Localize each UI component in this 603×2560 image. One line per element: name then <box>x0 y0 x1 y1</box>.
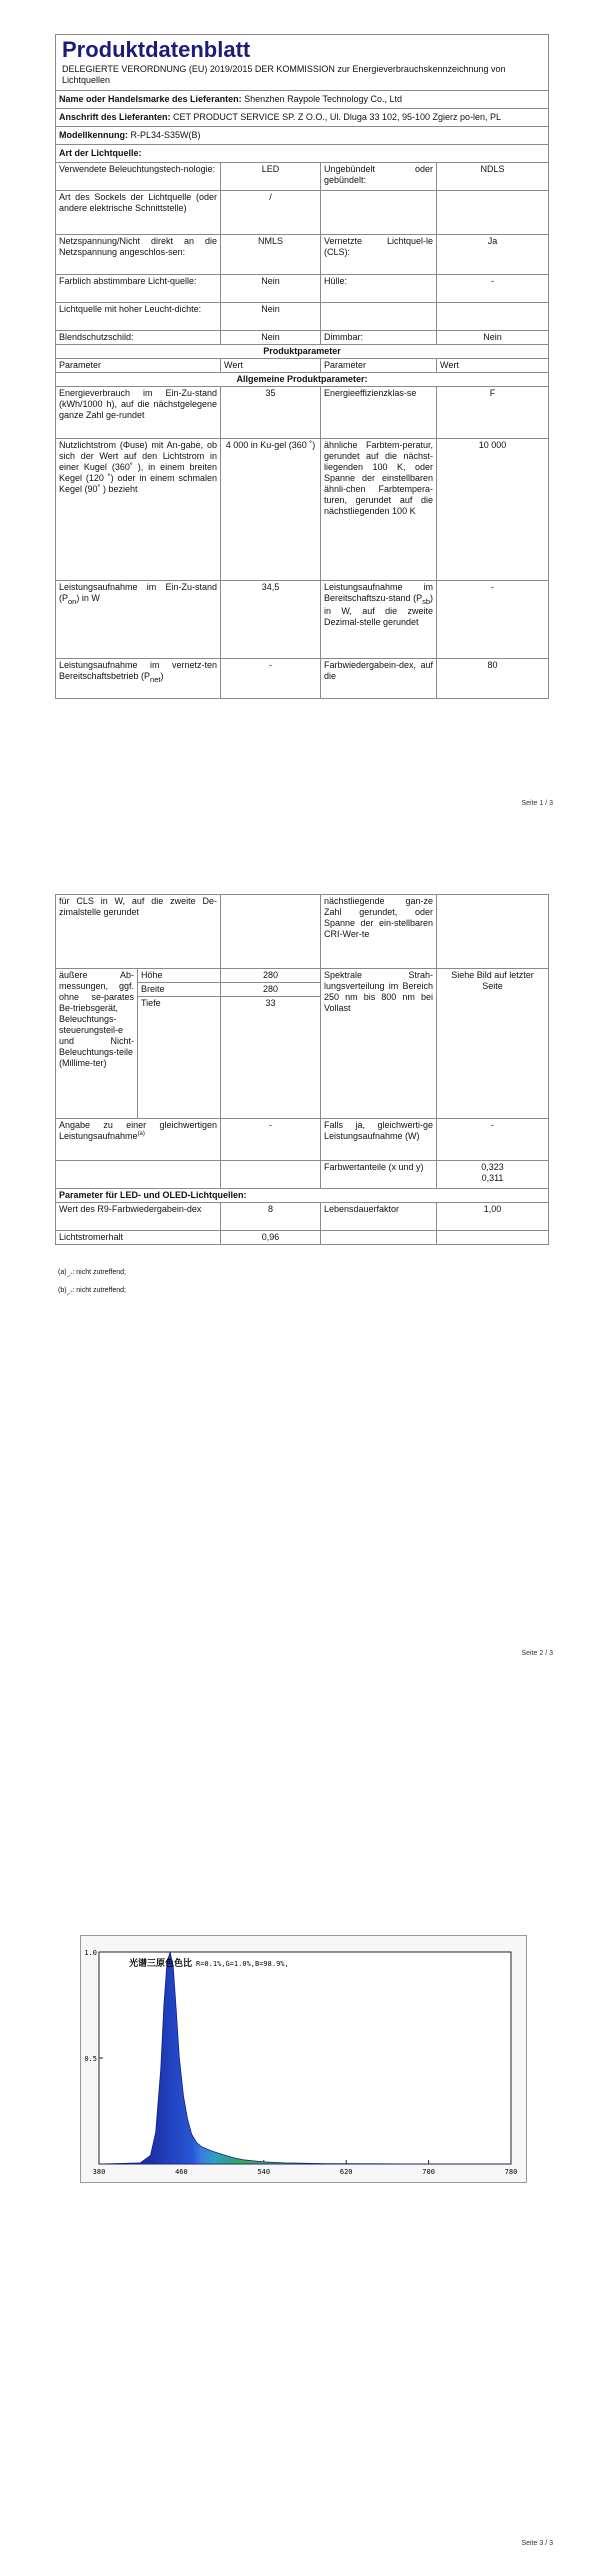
chroma-x: 0,323 <box>481 1162 504 1172</box>
dimmable-value: Nein <box>437 331 549 345</box>
dim-width-value: 280 <box>221 983 321 997</box>
cri-value: 80 <box>437 658 549 698</box>
spectrum-chart-frame <box>80 1935 527 2183</box>
p-sb-label <box>321 580 437 658</box>
supplier-value: Shenzhen Raypole Technology Co., Ltd <box>244 94 403 105</box>
p-net-label <box>56 658 221 698</box>
cri-label-part2: nächstliegende gan-ze Zahl gerundet, oder Spanne der ein-stellbaren CRI-Wer-te <box>321 895 437 969</box>
light-source-type-heading: Art der Lichtquelle: <box>56 145 549 163</box>
spectrum-value: Siehe Bild auf letzter Seite <box>437 969 549 1119</box>
page-1 <box>0 0 603 807</box>
tech-value: LED <box>221 163 321 191</box>
equiv-sup: (a) <box>137 1130 145 1137</box>
y-tick-label: 0.5 <box>84 2055 97 2063</box>
p-net-value: - <box>221 658 321 698</box>
dimmable-label: Dimmbar: <box>321 331 437 345</box>
regulation-text: DELEGIERTE VERORDNUNG (EU) 2019/2015 DER KOMMISSION zur Energieverbrauchskennzeichnung von Lichtquellen <box>62 64 506 86</box>
col-parameter-header: Parameter <box>321 358 437 372</box>
energy-value: 35 <box>221 386 321 438</box>
x-tick-label: 620 <box>339 2168 353 2176</box>
glare-label: Blendschutzschild: <box>56 331 221 345</box>
p-sb-sub: sb <box>422 596 430 606</box>
mains-value: NMLS <box>221 235 321 275</box>
p-on-sub: on <box>68 596 77 606</box>
empty-cell <box>321 303 437 331</box>
chart-ratio: R=0.1%,G=1.0%,B=98.9%, <box>196 1960 289 1968</box>
dim-depth-value: 33 <box>221 997 321 1119</box>
energy-label: Energieverbrauch im Ein-Zu-stand (kWh/1000 h), auf die nächstgelegene ganze Zahl ge-rundet <box>56 386 221 438</box>
datasheet-table-page-1 <box>55 34 549 699</box>
product-params-heading: Produktparameter <box>56 344 549 358</box>
model-label: Modellkennung: <box>59 130 128 141</box>
p-net-label-cont: für CLS in W, auf die zweite De-zimalstelle gerundet <box>56 895 221 969</box>
empty-cell <box>437 303 549 331</box>
empty-cell <box>437 895 549 969</box>
datasheet-table-page-2 <box>55 894 549 1245</box>
page-3 <box>0 1760 603 2560</box>
supplier-row <box>56 91 549 109</box>
col-wert-header: Wert <box>221 358 321 372</box>
chroma-y: 0,311 <box>481 1172 504 1183</box>
chart-caption: 光谱三原色色比 <box>129 1959 193 1969</box>
empty-cell <box>321 191 437 235</box>
p-on-value: 34,5 <box>221 580 321 658</box>
dim-depth-label: Tiefe <box>138 997 221 1119</box>
eclass-label: Energieeffizienzklas-se <box>321 386 437 438</box>
cri-label-part1: Farbwiedergabein-dex, auf die <box>321 658 437 698</box>
x-tick-label: 380 <box>92 2168 106 2176</box>
socket-value: / <box>221 191 321 235</box>
footnote-b-mark: (b) <box>58 1287 67 1294</box>
equiv2-label: Falls ja, gleichwerti-ge Leistungsaufnahme (W) <box>321 1119 437 1161</box>
footnote-a-mark: (a) <box>58 1269 67 1276</box>
spectrum-chart <box>81 1936 528 2184</box>
empty-cell <box>321 1230 437 1244</box>
p-on-label-post: ) in W <box>76 592 100 603</box>
tunable-value: Nein <box>221 275 321 303</box>
page-1-table-clip <box>0 0 603 794</box>
flux-label: Nutzlichtstrom (Φuse) mit An-gabe, ob sich der Wert auf den Lichtstrom in einer Kugel (360˚ ), in einem breiten Kegel (120 ˚) oder in einem schmalen Kegel (90˚ ) bezieht <box>56 438 221 580</box>
equiv-value: - <box>221 1119 321 1161</box>
x-tick-label: 540 <box>257 2168 271 2176</box>
general-params-heading: Allgemeine Produktparameter: <box>56 372 549 386</box>
page-number: Seite 3 / 3 <box>521 2540 553 2547</box>
p-sb-label-post: ) in W, auf die zweite Dezimal-stelle gerundet <box>324 592 433 627</box>
footnote-b-sub: „-“ <box>66 1290 73 1297</box>
flux-value: 4 000 in Ku-gel (360 ˚) <box>221 438 321 580</box>
dim-width-label: Breite <box>138 983 221 997</box>
footnote-a-sub: „-“ <box>66 1272 73 1279</box>
address-row <box>56 109 549 127</box>
x-tick-label: 780 <box>504 2168 518 2176</box>
model-row <box>56 127 549 145</box>
footnote-b <box>58 1287 126 1298</box>
chroma-label: Farbwertanteile (x und y) <box>321 1161 437 1189</box>
tunable-label: Farblich abstimmbare Licht-quelle: <box>56 275 221 303</box>
eclass-value: F <box>437 386 549 438</box>
address-value: CET PRODUCT SERVICE SP. Z O.O., Ul. Dluga 33 102, 95-100 Zgierz po-len, PL <box>173 112 502 123</box>
page-number: Seite 1 / 3 <box>521 800 553 807</box>
title-cell <box>56 35 549 91</box>
high-lum-value: Nein <box>221 303 321 331</box>
model-value: R-PL34-S35W(B) <box>130 130 201 141</box>
p-on-label <box>56 580 221 658</box>
page-number: Seite 2 / 3 <box>521 1650 553 1657</box>
empty-cell <box>221 895 321 969</box>
dim-height-value: 280 <box>221 969 321 983</box>
tech-label: Verwendete Beleuchtungstech-nologie: <box>56 163 221 191</box>
p-net-sub: net <box>150 674 161 684</box>
life-value: 1,00 <box>437 1202 549 1230</box>
r9-label: Wert des R9-Farbwiedergabein-dex <box>56 1202 221 1230</box>
y-tick-label: 1.0 <box>84 1949 97 1957</box>
life-label: Lebensdauerfaktor <box>321 1202 437 1230</box>
empty-cell <box>221 1161 321 1189</box>
lumen-label: Lichtstromerhalt <box>56 1230 221 1244</box>
footnote-a <box>58 1269 126 1280</box>
p-sb-label-pre: Leistungsaufnahme im Bereitschaftszu-stand (P <box>324 581 433 603</box>
glare-value: Nein <box>221 331 321 345</box>
p-on-label-pre: Leistungsaufnahme im Ein-Zu-stand (P <box>59 581 217 603</box>
connected-value: Ja <box>437 235 549 275</box>
bundled-label: Ungebündelt oder gebündelt: <box>321 163 437 191</box>
chroma-value <box>437 1161 549 1189</box>
dims-label: äußere Ab-messungen, ggf. ohne se-parates Be-triebsgerät, Beleuchtungs-steuerungsteil-e und Nicht-Beleuchtungs-teile (Millime-ter) <box>56 969 138 1119</box>
col-wert-header: Wert <box>437 358 549 372</box>
document-title: Produktdatenblatt <box>62 37 251 62</box>
empty-cell <box>437 191 549 235</box>
dim-height-label: Höhe <box>138 969 221 983</box>
footnote-a-text: : nicht zutreffend; <box>72 1269 126 1276</box>
mains-label: Netzspannung/Nicht direkt an die Netzspannung angeschlos-sen: <box>56 235 221 275</box>
equiv2-value: - <box>437 1119 549 1161</box>
connected-label: Vernetzte Lichtquel-le (CLS): <box>321 235 437 275</box>
equiv-label-text: Angabe zu einer gleichwertigen Leistungsaufnahme <box>59 1120 217 1141</box>
socket-label: Art des Sockels der Lichtquelle (oder andere elektrische Schnittstelle) <box>56 191 221 235</box>
high-lum-label: Lichtquelle mit hoher Leucht-dichte: <box>56 303 221 331</box>
page-2 <box>0 880 603 1700</box>
empty-cell <box>56 1161 221 1189</box>
p-net-label-post: ) <box>160 670 164 681</box>
empty-cell <box>437 1230 549 1244</box>
p-sb-value: - <box>437 580 549 658</box>
address-label: Anschrift des Lieferanten: <box>59 112 171 123</box>
x-tick-label: 700 <box>422 2168 435 2176</box>
footnote-b-text: : nicht zutreffend; <box>72 1287 126 1294</box>
r9-value: 8 <box>221 1202 321 1230</box>
equiv-label <box>56 1119 221 1161</box>
col-parameter-header: Parameter <box>56 358 221 372</box>
envelope-label: Hülle: <box>321 275 437 303</box>
bundled-value: NDLS <box>437 163 549 191</box>
envelope-value: - <box>437 275 549 303</box>
lumen-value: 0,96 <box>221 1230 321 1244</box>
cct-label: ähnliche Farbtem-peratur, gerundet auf die nächst-liegenden 100 K, oder Spanne der einstellbaren ähnli-chen Farbtempera-turen, gerundet auf die nächstliegenden 100 K <box>321 438 437 580</box>
supplier-label: Name oder Handelsmarke des Lieferanten: <box>59 94 242 105</box>
cct-value: 10 000 <box>437 438 549 580</box>
spectrum-label: Spektrale Strah-lungsverteilung im Bereich 250 nm bis 800 nm bei Vollast <box>321 969 437 1119</box>
p-net-label-pre: Leistungsaufnahme im vernetz-ten Bereitschaftsbetrieb (P <box>59 659 217 681</box>
x-tick-label: 460 <box>175 2168 188 2176</box>
led-params-heading: Parameter für LED- und OLED-Lichtquellen: <box>56 1189 549 1203</box>
